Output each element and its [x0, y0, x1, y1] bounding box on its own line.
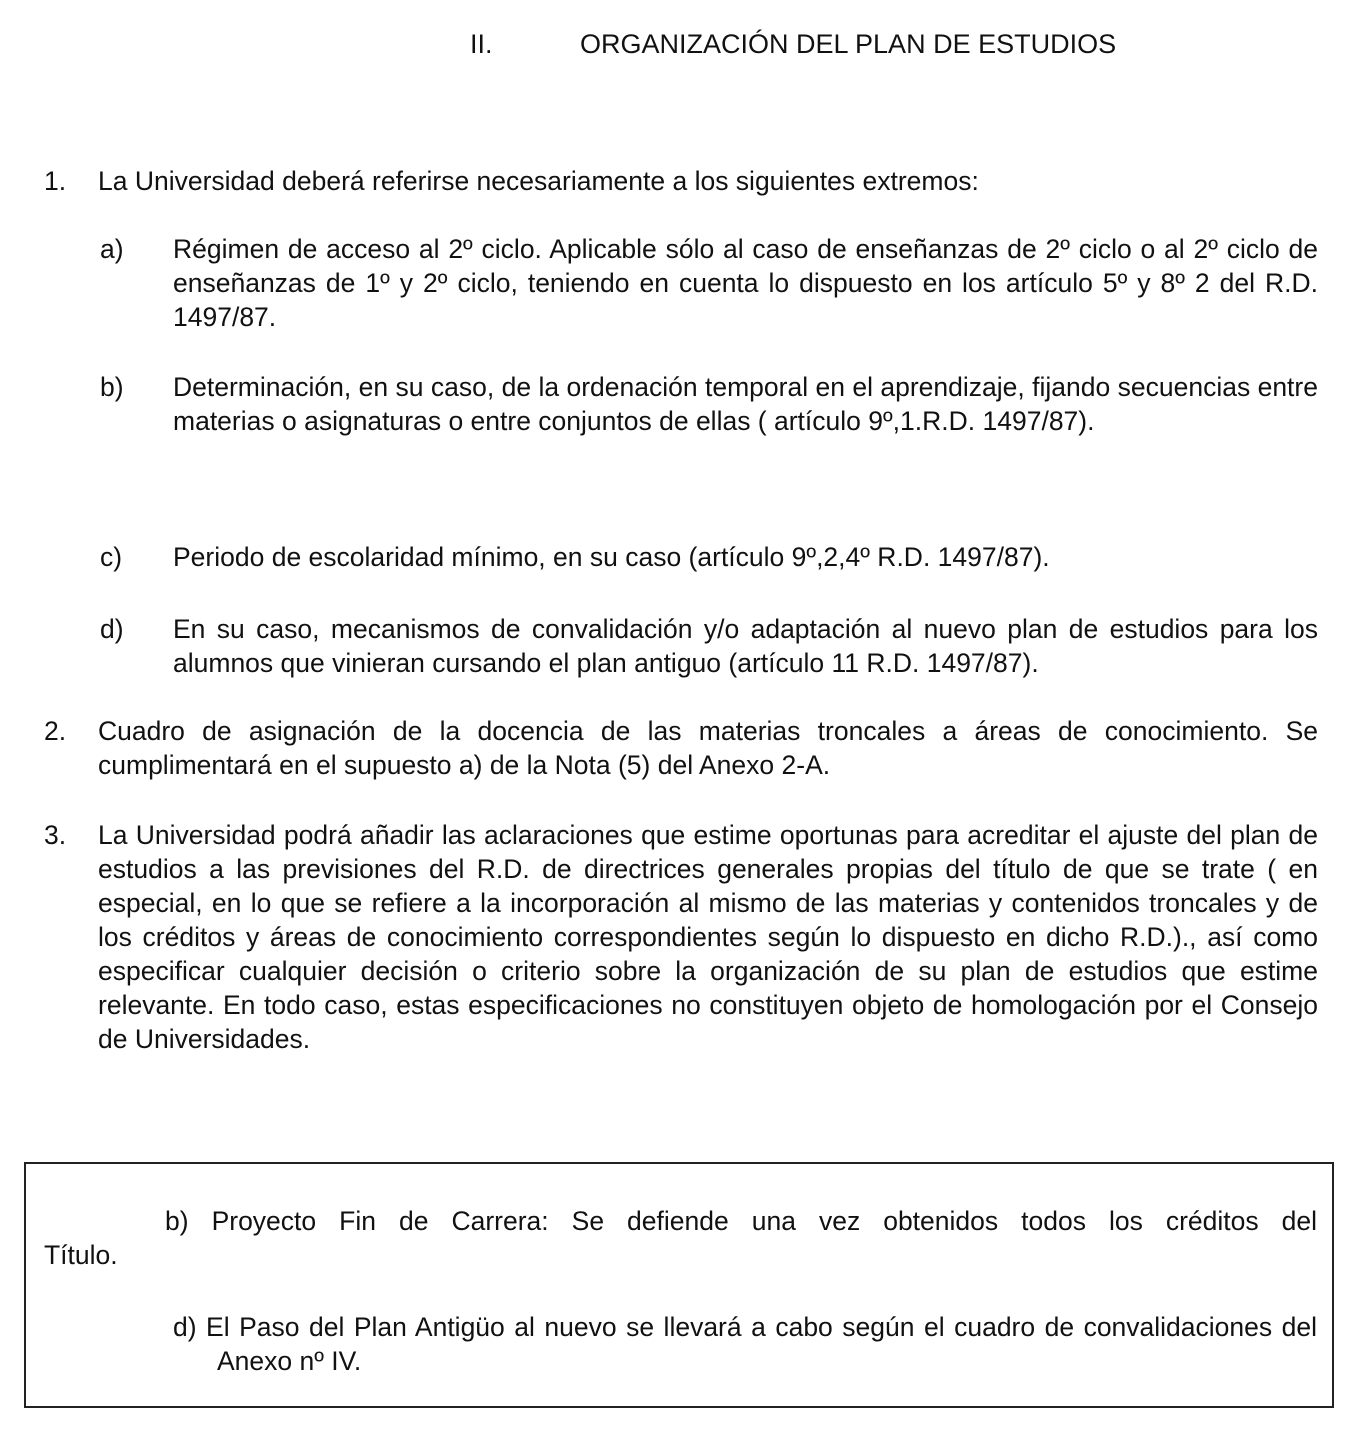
subitem-b-letter: b)	[100, 372, 124, 402]
note-d-text: d) El Paso del Plan Antigüo al nuevo se llevará a cabo según el cuadro de convalidaciones del Anexo nº IV.	[173, 1312, 1317, 1376]
subitem-c-text: Periodo de escolaridad mínimo, en su caso (artículo 9º,2,4º R.D. 1497/87).	[173, 542, 1050, 572]
subitem-b-text: Determinación, en su caso, de la ordenación temporal en el aprendizaje, fijando secuencias entre materias o asignaturas o entre conjuntos de ellas ( artículo 9º,1.R.D. 1497/87).	[173, 372, 1318, 436]
item-2-text: Cuadro de asignación de la docencia de las materias troncales a áreas de conocimiento. Se cumplimentará en el supuesto a) de la Nota (5) del Anexo 2-A.	[98, 716, 1318, 780]
list-number-1: 1.	[44, 166, 67, 196]
section-number: II.	[470, 29, 493, 59]
subitem-d-text: En su caso, mecanismos de convalidación y/o adaptación al nuevo plan de estudios para los alumnos que vinieran cursando el plan antiguo (artículo 11 R.D. 1497/87).	[173, 614, 1318, 678]
subitem-c-letter: c)	[100, 542, 123, 572]
subitem-a-text: Régimen de acceso al 2º ciclo. Aplicable sólo al caso de enseñanzas de 2º ciclo o al 2º ciclo de enseñanzas de 1º y 2º ciclo, teniendo en cuenta lo dispuesto en los artículo 5º y 8º 2 del R.D. 1497/87.	[173, 234, 1318, 332]
list-number-2: 2.	[44, 716, 67, 746]
note-b-line1: b) Proyecto Fin de Carrera: Se defiende una vez obtenidos todos los créditos del	[165, 1206, 1317, 1236]
list-number-3: 3.	[44, 820, 67, 850]
notes-box	[24, 1162, 1334, 1408]
item-3-text: La Universidad podrá añadir las aclaraciones que estime oportunas para acreditar el ajuste del plan de estudios a las previsiones del R.D. de directrices generales propias del título de que se trate ( en especial, en lo que se refiere a la incorporación al mismo de las materias y contenidos troncales y de los créditos y áreas de conocimiento correspondientes según lo dispuesto en dicho R.D.)., así como especificar cualquier decisión o criterio sobre la organización de su plan de estudios que estime relevante. En todo caso, estas especificaciones no constituyen objeto de homologación por el Consejo de Universidades.	[98, 820, 1318, 1054]
note-b-line2: Título.	[44, 1240, 118, 1270]
page-title: ORGANIZACIÓN DEL PLAN DE ESTUDIOS	[580, 29, 1117, 59]
item-1-text: La Universidad deberá referirse necesariamente a los siguientes extremos:	[98, 166, 979, 196]
subitem-d-letter: d)	[100, 614, 124, 644]
subitem-a-letter: a)	[100, 234, 124, 264]
